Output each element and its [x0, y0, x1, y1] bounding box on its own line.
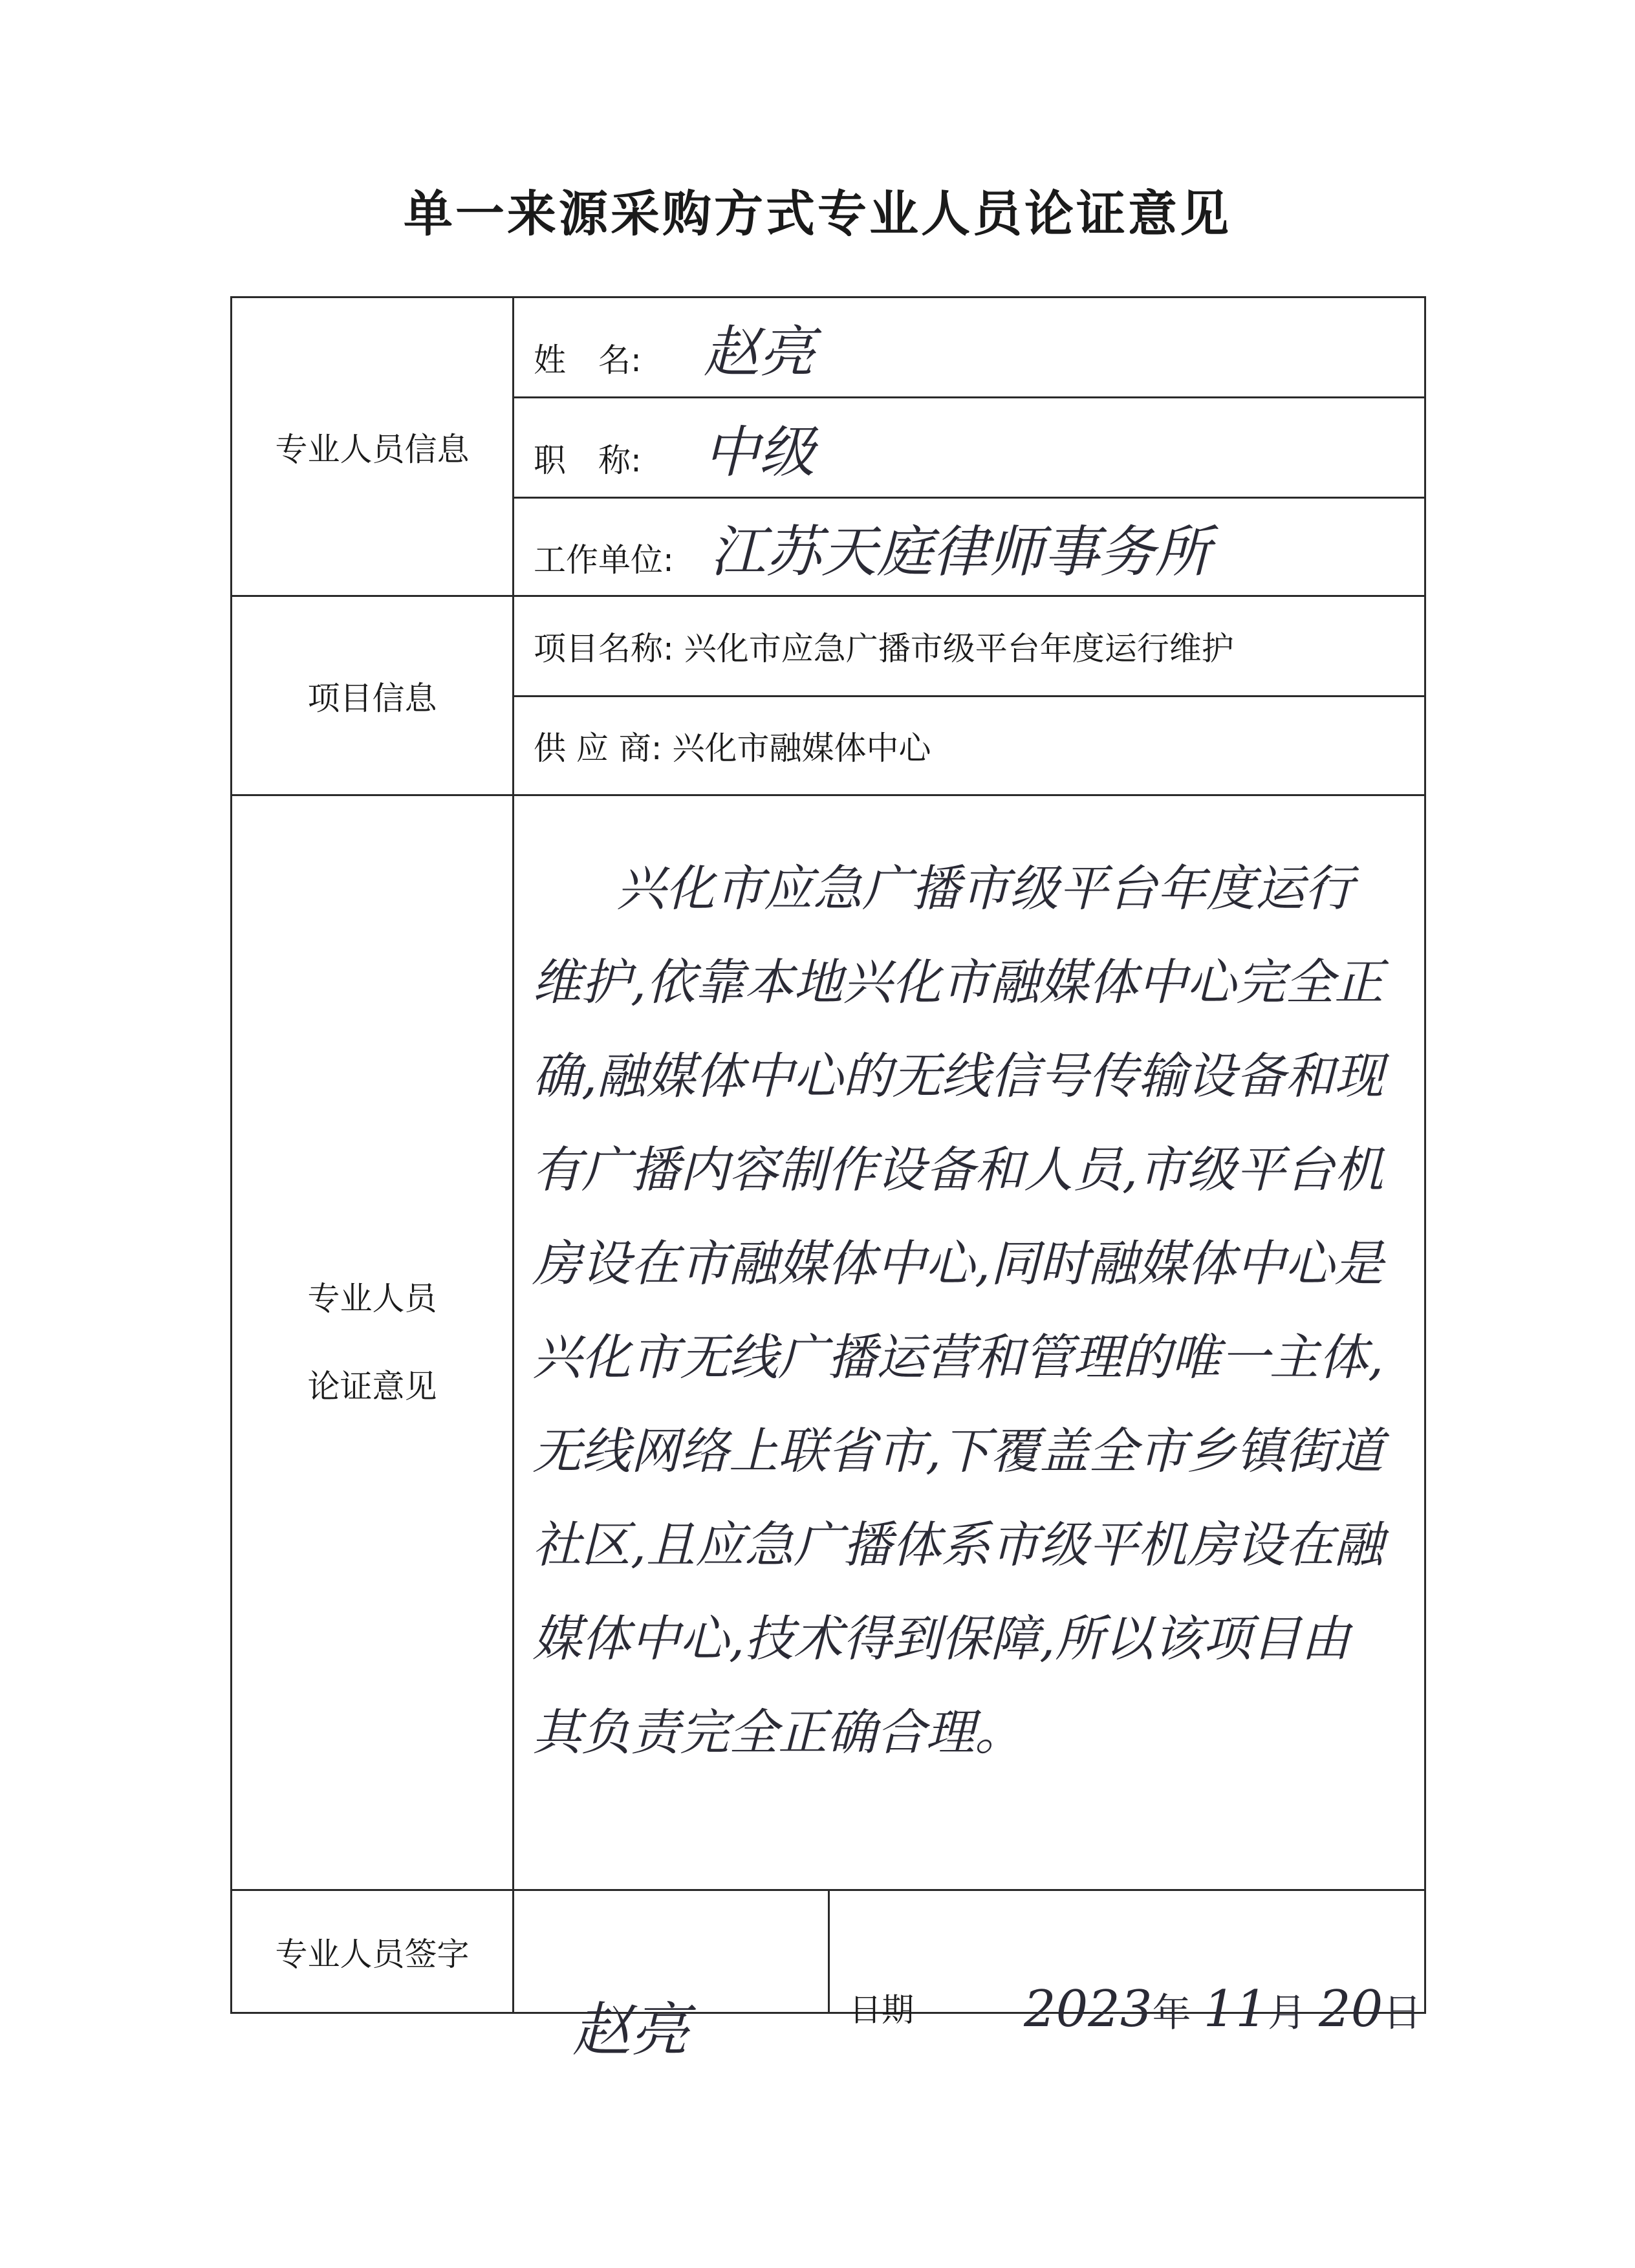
date-month-unit: 月 — [1267, 1990, 1306, 2036]
org-value: 江苏天庭律师事务所 — [709, 519, 1211, 585]
expert-info-label: 专业人员信息 — [232, 297, 514, 596]
name-value: 赵亮 — [703, 320, 815, 385]
date-year: 2023 — [1024, 1980, 1153, 2038]
project-info-label: 项目信息 — [232, 596, 514, 795]
row-signature — [232, 1890, 1425, 2013]
document-title: 单一来源采购方式专业人员论证意见 — [404, 185, 1231, 243]
date-year-unit: 年 — [1152, 1990, 1191, 2036]
supplier-label: 供 应 商: — [534, 729, 662, 767]
name-label: 姓 名: — [534, 341, 642, 379]
form-table — [230, 296, 1426, 2064]
date-day-unit: 日 — [1383, 1990, 1422, 2036]
name-field — [514, 297, 1425, 398]
row-project — [232, 596, 1425, 697]
signature-cell — [514, 1890, 829, 2064]
date-day: 20 — [1318, 1980, 1383, 2038]
org-field — [514, 498, 1425, 596]
row-name — [232, 297, 1425, 398]
project-label: 项目名称: — [534, 630, 674, 667]
date-cell — [829, 1890, 1425, 2038]
opinion-label-line2: 论证意见 — [307, 1368, 437, 1405]
opinion-text: 兴化市应急广播市级平台年度运行维护,依靠本地兴化市融媒体中心完全正确,融媒体中心的无线信号传输设备和现有广播内容制作设备和人员,市级平台机房设在市融媒体中心,同时融媒体中心是兴化市无线广播运营和管理的唯一主体,无线网络上联省市,下覆盖全市乡镇街道社区,且应急广播体系市级平机房设在融媒体中心,技术得到保障,所以该项目由其负责完全正确合理。 — [532, 859, 1384, 1761]
title-label: 职 称: — [534, 442, 642, 479]
org-label: 工作单位: — [534, 541, 674, 579]
date-value — [1024, 1980, 1422, 2038]
date-label: 日期 — [849, 1991, 914, 2029]
signature-label: 专业人员签字 — [232, 1890, 514, 2013]
opinion-cell — [514, 795, 1425, 1890]
row-opinion — [232, 795, 1425, 1890]
signature: 赵亮 — [572, 1996, 689, 2064]
opinion-label-line1: 专业人员 — [307, 1280, 437, 1317]
supplier-value: 兴化市融媒体中心 — [672, 729, 931, 767]
title-field — [514, 398, 1425, 498]
date-month: 11 — [1203, 1980, 1268, 2038]
title-value: 中级 — [703, 420, 815, 485]
supplier-field — [514, 697, 1425, 795]
project-value: 兴化市应急广播市级平台年度运行维护 — [684, 630, 1234, 667]
opinion-label — [232, 795, 514, 1890]
project-field — [514, 596, 1425, 697]
